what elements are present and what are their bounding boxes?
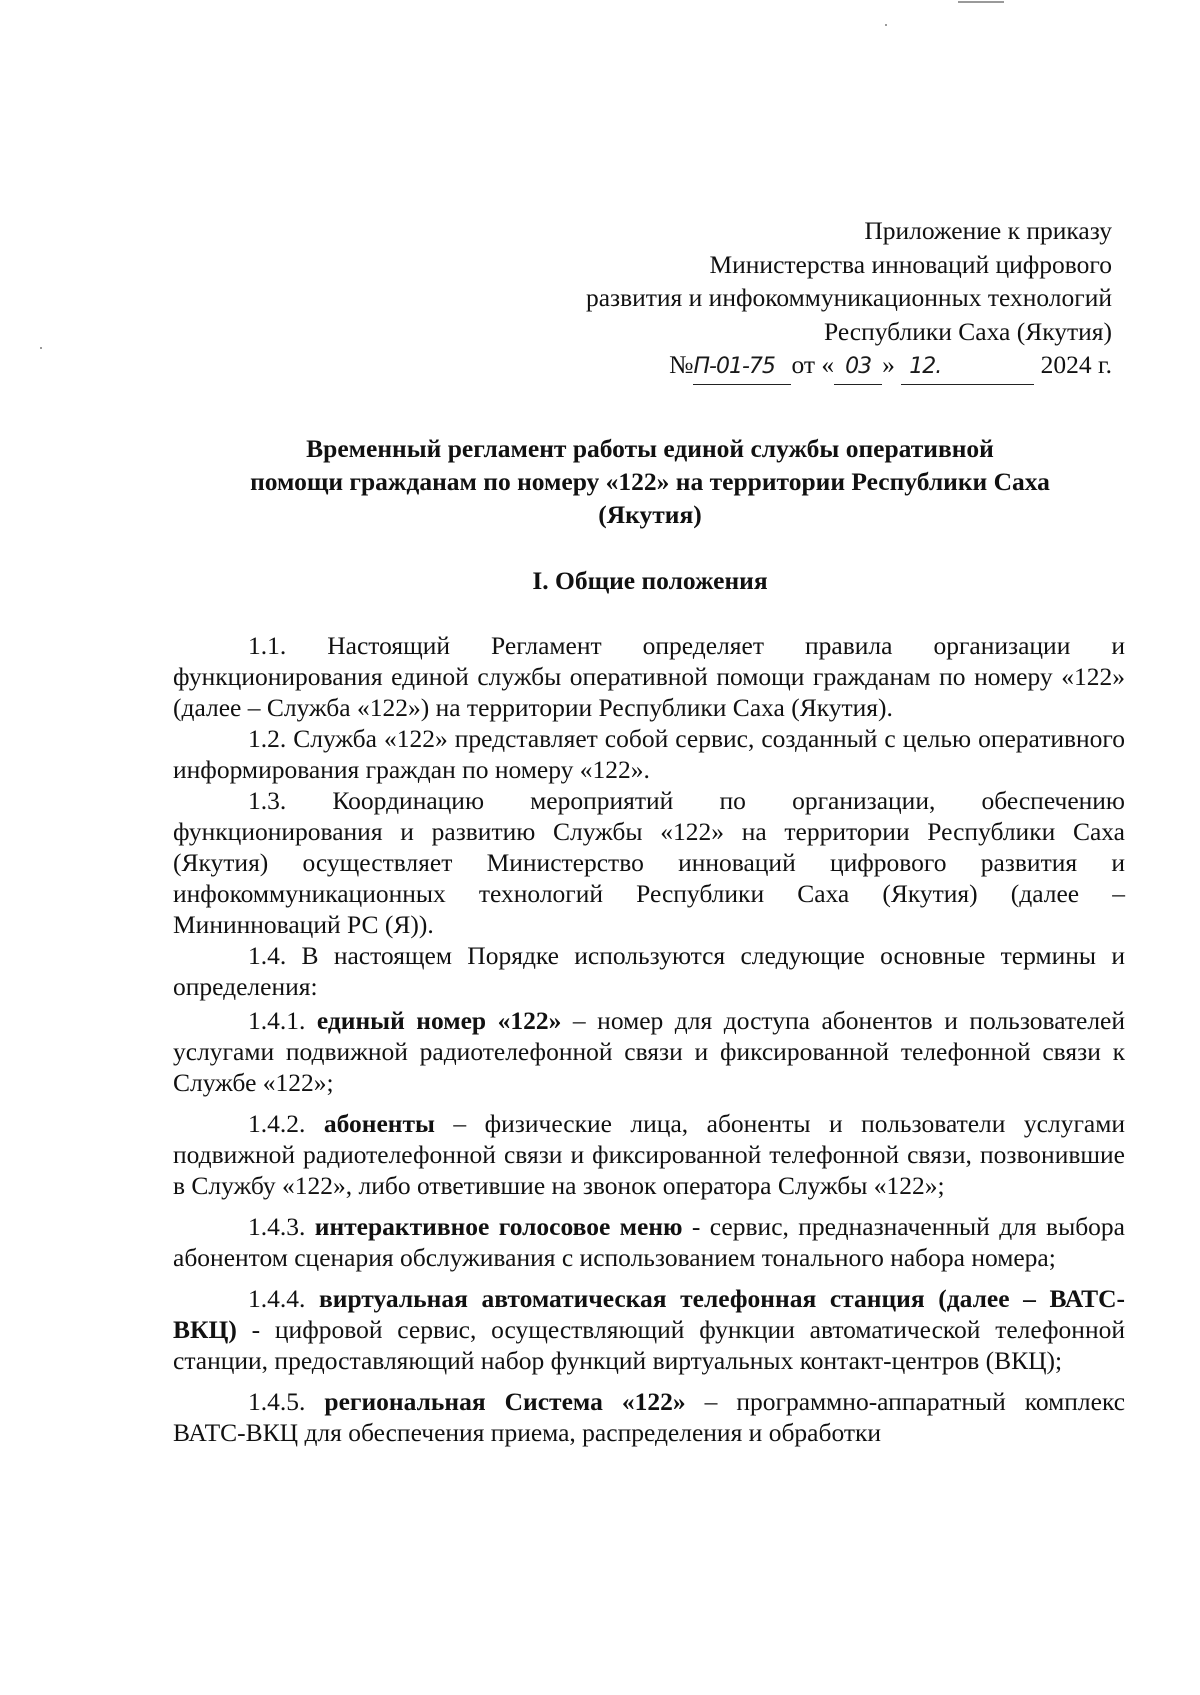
- order-day-handwritten: 03: [845, 354, 872, 379]
- term-definition: – физические лица, абоненты и пользователи услугами подвижной радиотелефонной связи и фиксированной телефонной связи, позвонившие в Службу «122», либо ответившие на звонок оператора Службы «122»;: [173, 1109, 1126, 1200]
- paragraph-1-3: 1.3. Координацию мероприятий по организации, обеспечению функционирования и развитию Службы «122» на территории Республики Саха (Якутия) осуществляет Министерство инноваций цифрового развития и инфокоммуникационных технологий Республики Саха (Якутия) (далее – Мининноваций РС (Я)).: [173, 786, 1125, 939]
- order-reference: [586, 348, 1112, 385]
- appendix-line-2: Министерства инноваций цифрового: [709, 249, 1112, 279]
- term-number: 1.4.5.: [248, 1387, 306, 1416]
- order-day-close: »: [882, 350, 895, 379]
- term-number: 1.4.4.: [248, 1284, 306, 1313]
- scan-speck: [958, 1, 1004, 3]
- term-name: абоненты: [323, 1109, 435, 1138]
- appendix-line-3: развития и инфокоммуникационных технологий: [585, 283, 1112, 312]
- title-line-2: помощи гражданам по номеру «122» на территории Республики Саха: [250, 467, 1050, 496]
- term-definition: - цифровой сервис, осуществляющий функции автоматической телефонной станции, предоставляющий набор функций виртуальных контакт-центров (ВКЦ);: [173, 1315, 1125, 1375]
- scan-speck: [885, 24, 887, 26]
- term-number: 1.4.2.: [248, 1109, 306, 1138]
- appendix-line-4: Республики Саха (Якутия): [823, 316, 1112, 346]
- appendix-header: [586, 214, 1112, 385]
- title-line-3: (Якутия): [598, 500, 702, 529]
- paragraph-1-4: 1.4. В настоящем Порядке используются следующие основные термины и определения:: [173, 941, 1125, 1001]
- order-year: 2024 г.: [1040, 350, 1112, 379]
- section-heading: I. Общие положения: [532, 566, 768, 595]
- order-from-label: от «: [791, 350, 835, 379]
- term-definition: – номер для доступа абонентов и пользователей услугами подвижной радиотелефонной связи и фиксированной телефонной связи к Службе «122»;: [173, 1006, 1126, 1097]
- term-paragraph-1-4-4: [173, 1283, 1125, 1376]
- term-name: виртуальная автоматическая телефонная станция (далее – ВАТС-ВКЦ): [173, 1284, 1125, 1344]
- scan-speck: [40, 347, 42, 349]
- term-definition: – программно-аппаратный комплекс ВАТС-ВКЦ для обеспечения приема, распределения и обработки: [173, 1387, 1126, 1447]
- order-number-handwritten: П-01-75: [693, 354, 775, 379]
- document-title: [170, 432, 1130, 531]
- title-line-1: Временный регламент работы единой службы оперативной: [306, 434, 994, 463]
- term-name: региональная Система «122»: [324, 1387, 686, 1416]
- order-number-field: [693, 348, 791, 385]
- order-month-handwritten: 12.: [909, 354, 942, 379]
- term-paragraph-1-4-5: [173, 1386, 1125, 1448]
- paragraph-1-1: 1.1. Настоящий Регламент определяет правила организации и функционирования единой службы оперативной помощи гражданам по номеру «122» (далее – Служба «122») на территории Республики Саха (Якутия).: [173, 631, 1125, 722]
- term-name: интерактивное голосовое меню: [314, 1212, 683, 1241]
- order-month-field: [901, 348, 1034, 385]
- term-paragraph-1-4-2: [173, 1108, 1125, 1201]
- term-definition: - сервис, предназначенный для выбора абонентом сценария обслуживания с использованием тонального набора номера;: [173, 1212, 1125, 1272]
- order-number-sign: №: [669, 350, 694, 379]
- appendix-line-1: Приложение к приказу: [864, 216, 1112, 245]
- document-body: [173, 630, 1125, 1448]
- term-number: 1.4.3.: [248, 1212, 306, 1241]
- term-paragraph-1-4-1: [173, 1005, 1125, 1098]
- term-number: 1.4.1.: [248, 1006, 306, 1035]
- order-day-field: [834, 348, 882, 385]
- term-paragraph-1-4-3: [173, 1211, 1125, 1273]
- paragraph-1-2: 1.2. Служба «122» представляет собой сервис, созданный с целью оперативного информирования граждан по номеру «122».: [173, 724, 1125, 784]
- term-name: единый номер «122»: [316, 1006, 562, 1035]
